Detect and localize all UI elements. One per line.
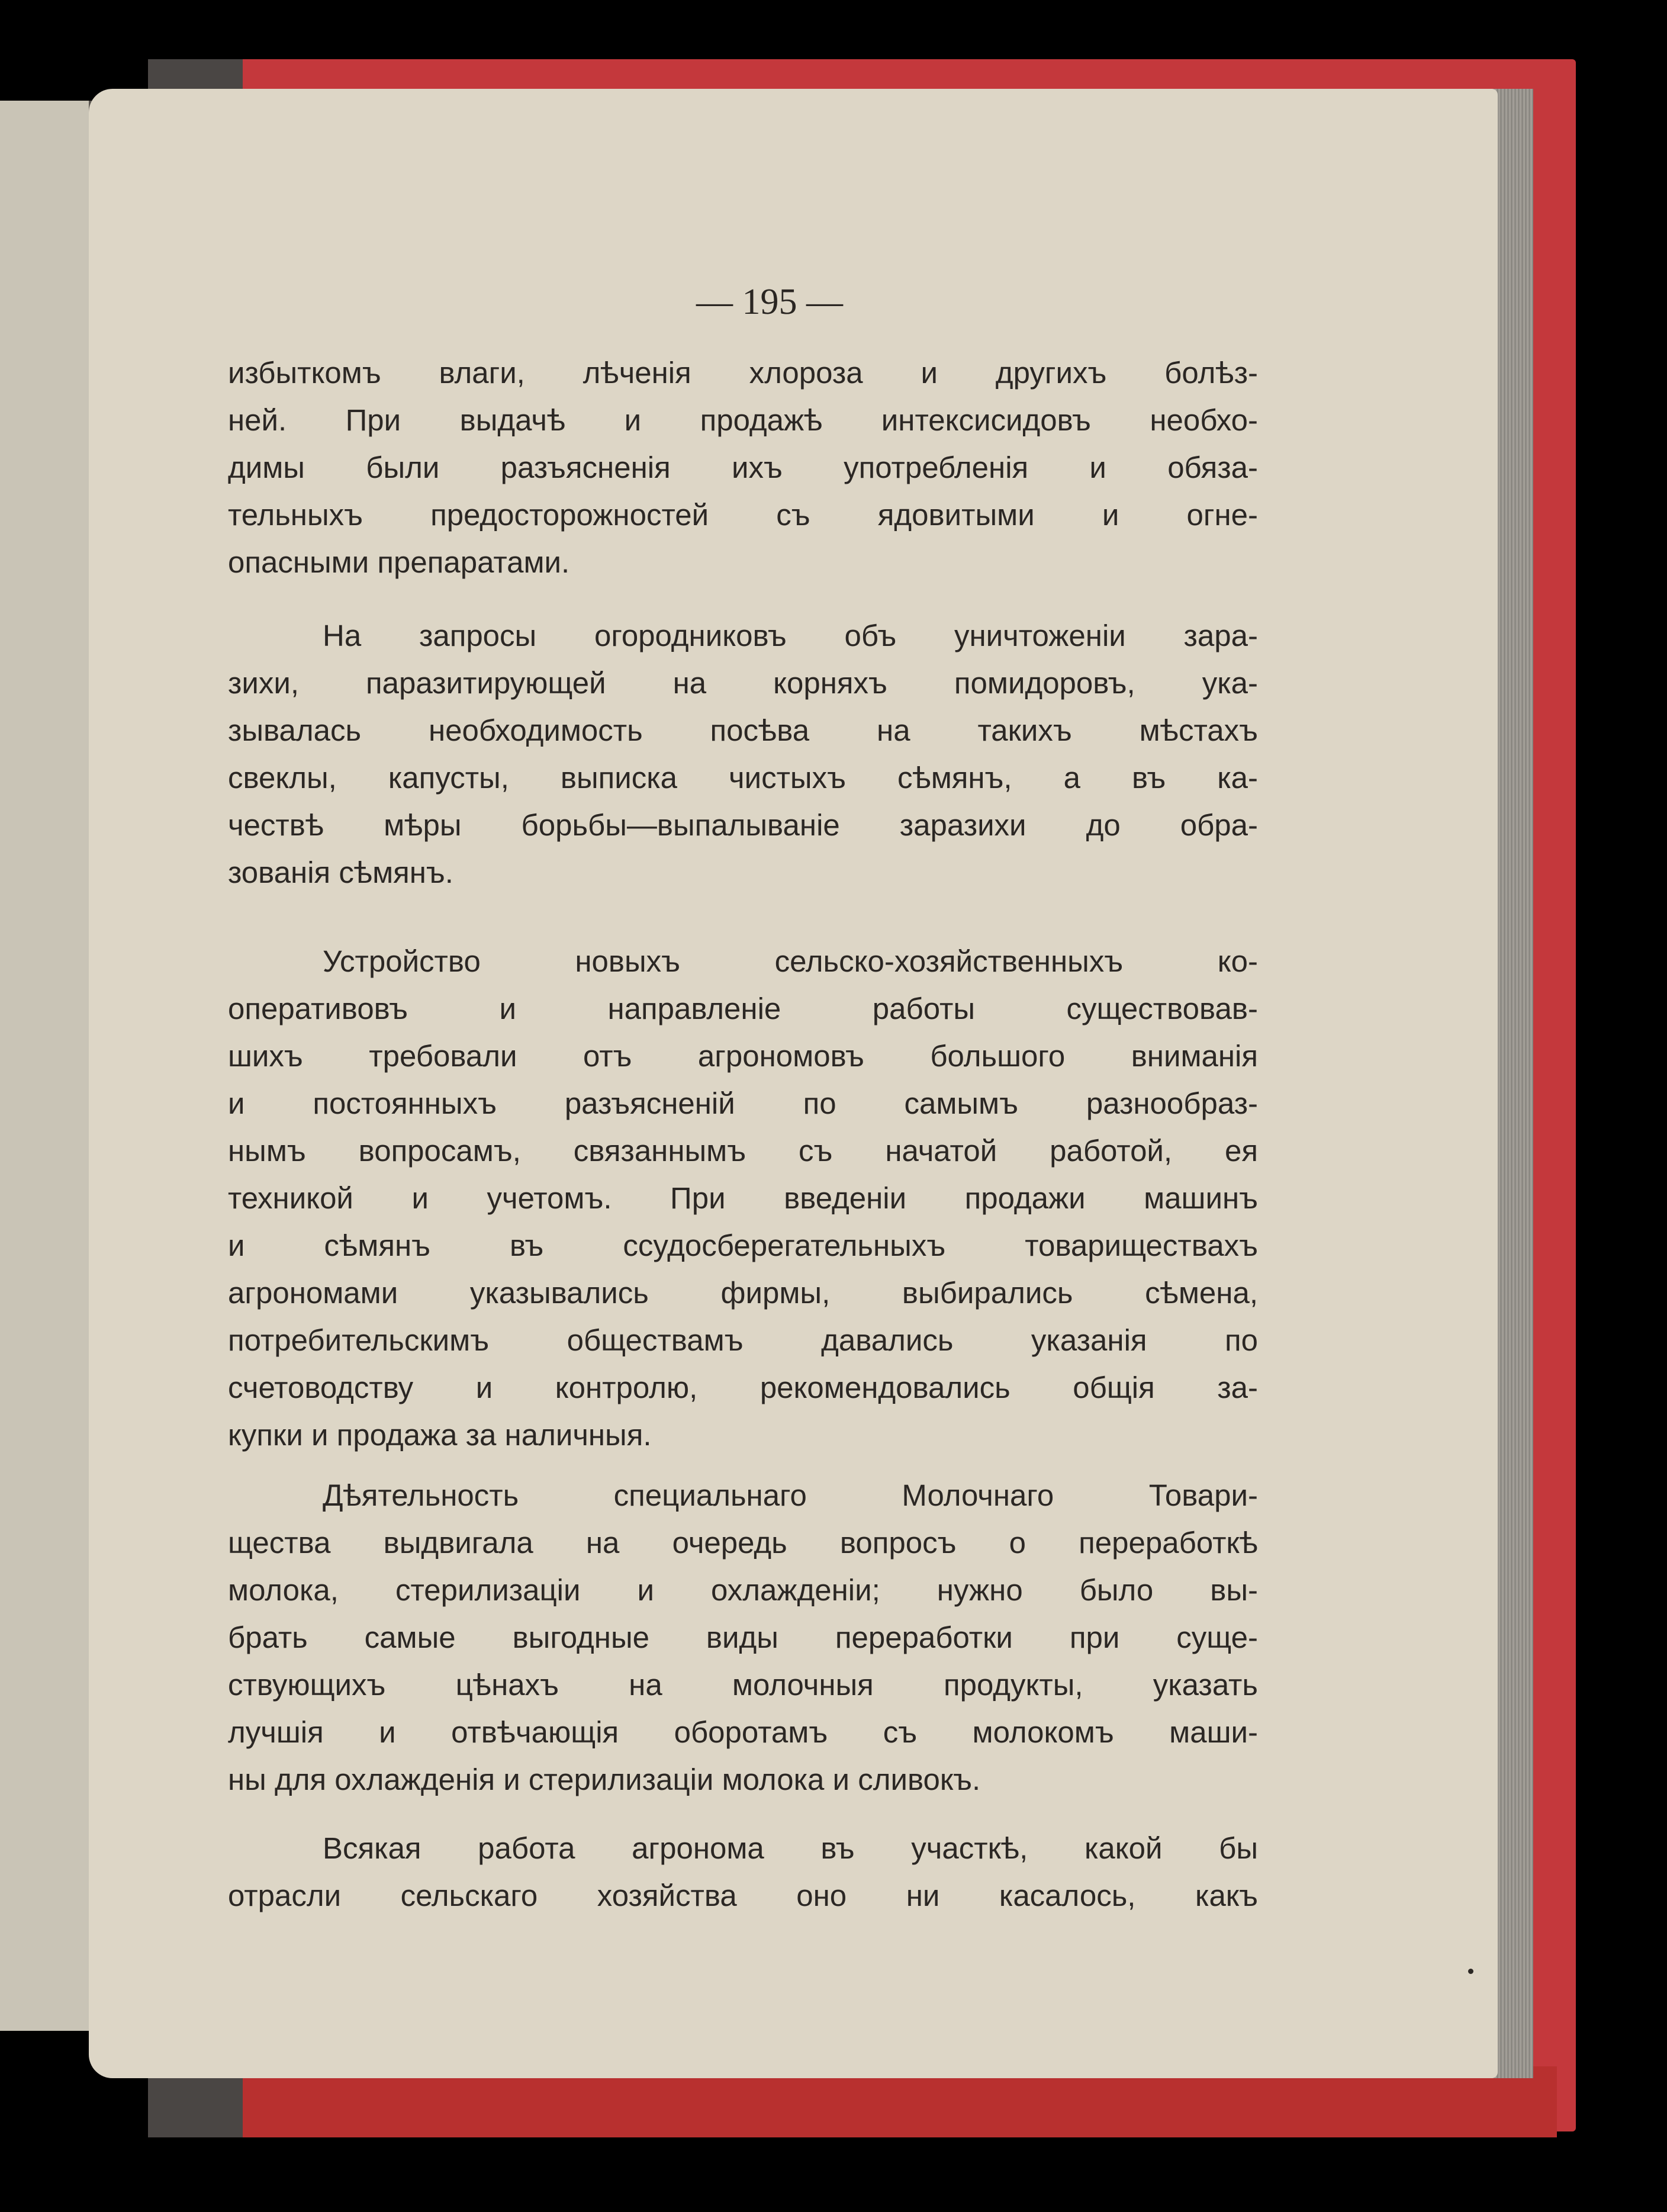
- paragraph-1: [228, 349, 1258, 586]
- text-line: избыткомъ влаги, лѣченія хлороза и другихъ болѣз-: [228, 356, 1258, 390]
- text-line: димы были разъясненія ихъ употребленія и обяза-: [228, 451, 1258, 484]
- text-line: счетоводству и контролю, рекомендовались общія за-: [228, 1371, 1258, 1404]
- text-line: шихъ требовали отъ агрономовъ большого вниманія: [228, 1039, 1258, 1073]
- text-line: Устройство новыхъ сельско-хозяйственныхъ ко-: [323, 944, 1258, 978]
- text-line: ны для охлажденія и стерилизаціи молока и сливокъ.: [228, 1763, 981, 1796]
- text-line: ствующихъ цѣнахъ на молочныя продукты, указать: [228, 1668, 1258, 1702]
- text-line: молока, стерилизаціи и охлажденіи; нужно было вы-: [228, 1573, 1258, 1607]
- paragraph-4: [228, 1472, 1258, 1803]
- text-line: опасными препаратами.: [228, 545, 570, 579]
- ink-dot: [1468, 1969, 1473, 1974]
- page-body: [228, 349, 1258, 1920]
- text-line: техникой и учетомъ. При введеніи продажи машинъ: [228, 1181, 1258, 1215]
- text-line: Дѣятельность специальнаго Молочнаго Товари-: [323, 1478, 1258, 1512]
- text-line: свеклы, капусты, выписка чистыхъ сѣмянъ, а въ ка-: [228, 761, 1258, 795]
- text-line: и постоянныхъ разъясненій по самымъ разнообраз-: [228, 1086, 1258, 1120]
- text-line: зывалась необходимость посѣва на такихъ мѣстахъ: [228, 713, 1258, 747]
- text-line: тельныхъ предосторожностей съ ядовитыми и огне-: [228, 498, 1258, 532]
- text-line: зихи, паразитирующей на корняхъ помидоровъ, ука-: [228, 666, 1258, 700]
- text-line: щества выдвигала на очередь вопросъ о переработкѣ: [228, 1526, 1258, 1560]
- paragraph-5: [228, 1825, 1258, 1920]
- text-line: и сѣмянъ въ ссудосберегательныхъ товариществахъ: [228, 1229, 1258, 1262]
- text-line: потребительскимъ обществамъ давались указанія по: [228, 1323, 1258, 1357]
- text-line: брать самые выгодные виды переработки при суще-: [228, 1621, 1258, 1654]
- text-line: купки и продажа за наличныя.: [228, 1418, 652, 1452]
- page-number: — 195 —: [696, 282, 843, 322]
- text-line: Всякая работа агронома въ участкѣ, какой бы: [323, 1831, 1258, 1865]
- text-line: нымъ вопросамъ, связаннымъ съ начатой работой, ея: [228, 1134, 1258, 1168]
- text-line: На запросы огородниковъ объ уничтоженіи зара-: [323, 619, 1258, 652]
- text-line: отрасли сельскаго хозяйства оно ни касалось, какъ: [228, 1879, 1258, 1912]
- text-line: агрономами указывались фирмы, выбирались сѣмена,: [228, 1276, 1258, 1310]
- text-line: лучшія и отвѣчающія оборотамъ съ молокомъ маши-: [228, 1715, 1258, 1749]
- paragraph-2: [228, 612, 1258, 896]
- text-line: оперативовъ и направленіе работы существовав-: [228, 992, 1258, 1025]
- text-line: чествѣ мѣры борьбы—выпалываніе заразихи до обра-: [228, 808, 1258, 842]
- paragraph-3: [228, 938, 1258, 1459]
- text-line: ней. При выдачѣ и продажѣ интексисидовъ необхо-: [228, 403, 1258, 437]
- text-line: зованія сѣмянъ.: [228, 856, 453, 889]
